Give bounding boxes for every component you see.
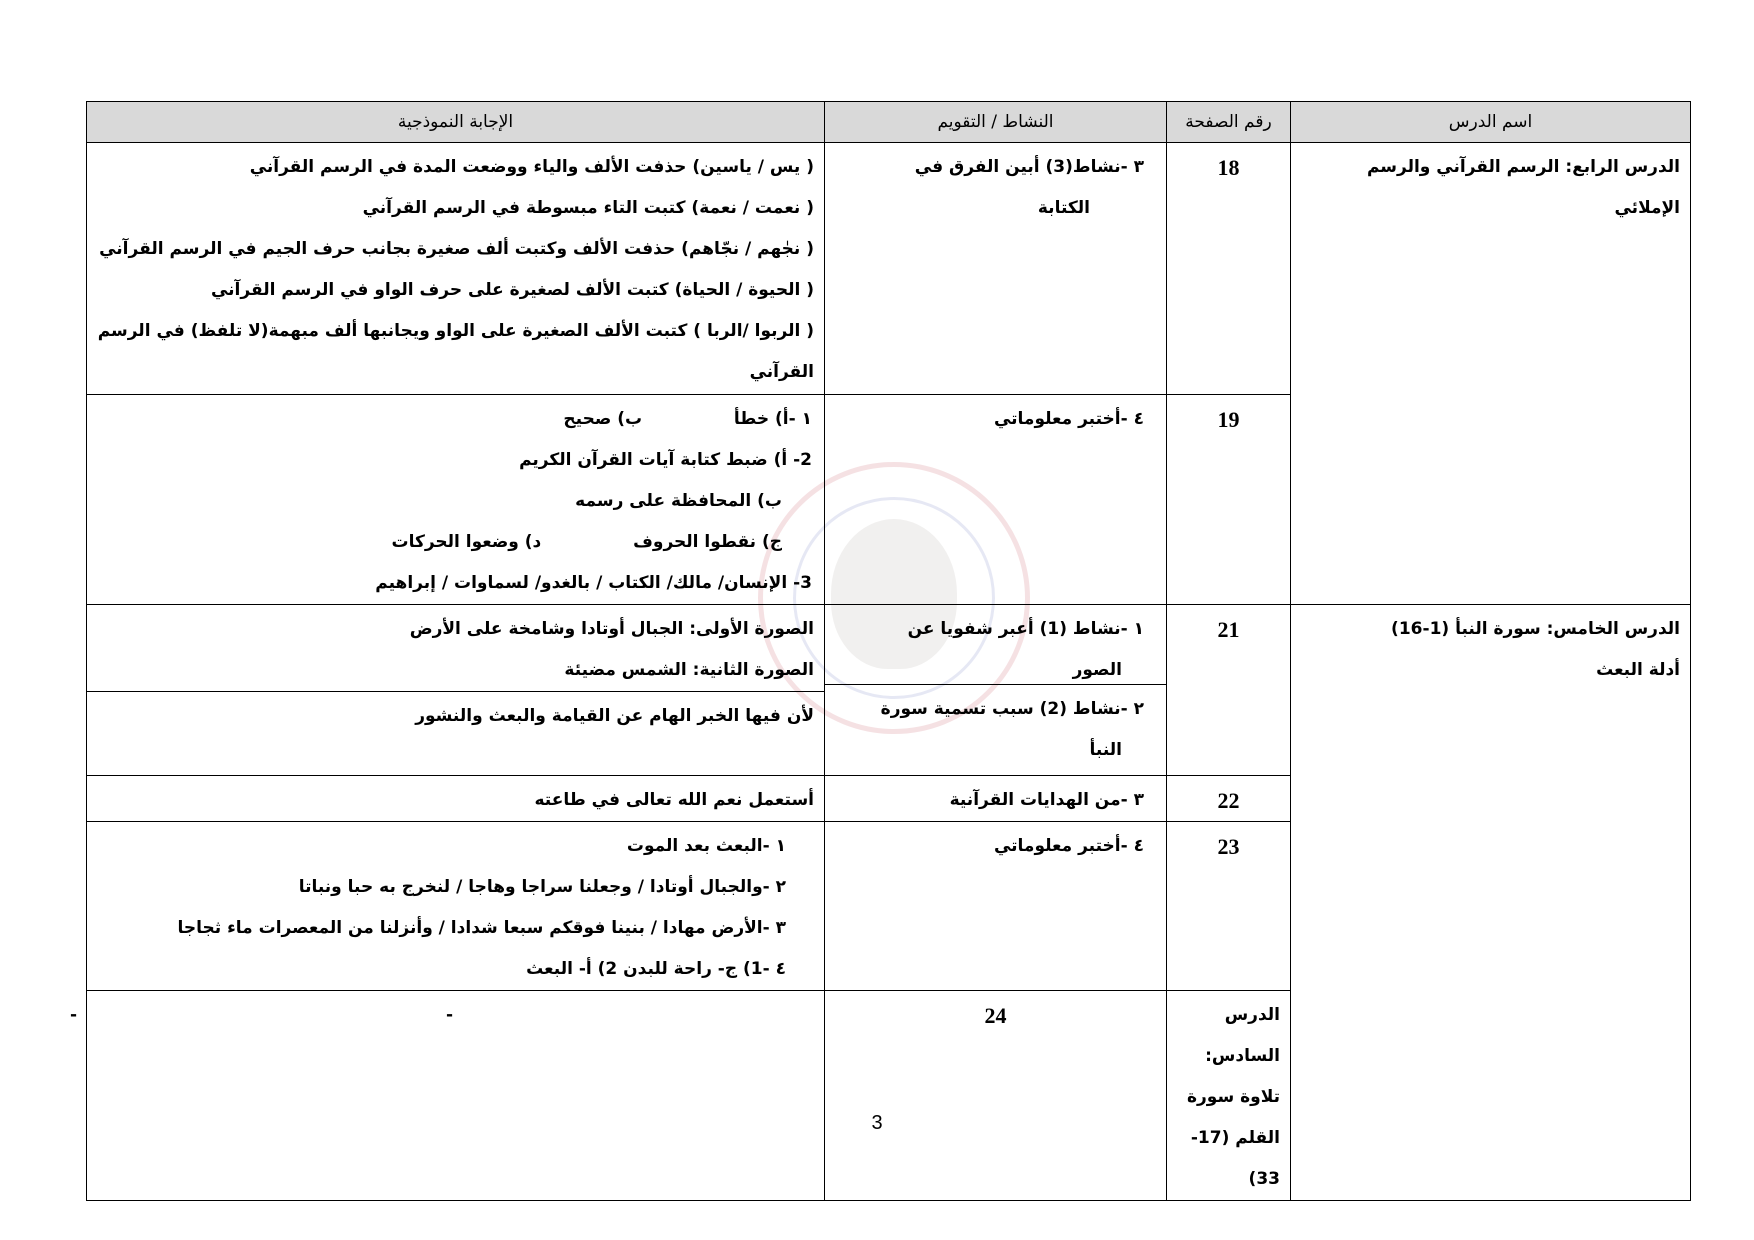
answer-line: 3- الإنسان/ مالك/ الكتاب / بالغدو/ لسماوات / إبراهيم [375, 573, 812, 593]
answer-part: ب) صحيح [563, 409, 643, 429]
page-cell [1167, 605, 1291, 776]
answer-line: - [69, 1005, 77, 1025]
page-number: 18 [1217, 155, 1240, 180]
answer-line: لأن فيها الخبر الهام عن القيامة والبعث والنشور [415, 706, 814, 726]
lesson-title: الدرس الرابع: الرسم القرآني والرسم الإملائي [1366, 157, 1680, 218]
activity-text: الكتابة [1037, 198, 1090, 218]
lesson-title: الدرس السادس: تلاوة سورة القلم (17-33) [1186, 1005, 1280, 1189]
answer-line: ١ -البعث بعد الموت [626, 836, 786, 856]
activity-text: ١ -نشاط (1) أعبر شفويا عن [907, 619, 1144, 639]
answer-cell [87, 692, 825, 776]
answer-line: ( نجٰهم / نجّاهم) حذفت الألف وكتبت ألف صغيرة بجانب حرف الجيم في الرسم القرآني [99, 239, 814, 259]
table-row [87, 143, 1691, 395]
answer-line: الصورة الثانية: الشمس مضيئة [564, 660, 814, 680]
answer-line: ( نعمت / نعمة) كتبت التاء مبسوطة في الرسم القرآني [362, 198, 814, 218]
lesson-cell [1291, 143, 1691, 605]
activity-cell [825, 822, 1167, 991]
answer-cell [87, 776, 825, 822]
answer-cell [87, 143, 825, 395]
answer-line: ٢ -والجبال أوتادا / وجعلنا سراجا وهاجا / لنخرج به حبا ونباتا [298, 877, 786, 897]
answer-line [97, 399, 812, 440]
lesson-subtitle: أدلة البعث [1596, 660, 1680, 680]
activity-cell [825, 143, 1167, 395]
table-header-row [87, 102, 1691, 143]
header-activity: النشاط / التقويم [825, 102, 1167, 143]
activity-text: ٤ -أختبر معلوماتي [993, 836, 1144, 856]
answer-line: ب) المحافظة على رسمه [575, 491, 782, 511]
page-number-footer: 3 [871, 1112, 883, 1134]
answer-line: ( يس / ياسين) حذفت الألف والياء ووضعت المدة في الرسم القرآني [249, 157, 814, 177]
answer-line: 2- أ) ضبط كتابة آيات القرآن الكريم [519, 450, 812, 470]
activity-text: ٤ -أختبر معلوماتي [993, 409, 1144, 429]
header-page-number: رقم الصفحة [1167, 102, 1291, 143]
answer-line: ( الحيوة / الحياة) كتبت الألف لصغيرة على حرف الواو في الرسم القرآني [210, 280, 814, 300]
activity-text: ٢ -نشاط (2) سبب تسمية سورة [880, 699, 1144, 719]
answer-line [97, 522, 812, 563]
answer-cell [87, 822, 825, 991]
page-cell [1167, 822, 1291, 991]
page-cell [1167, 395, 1291, 605]
answer-part: د) وضعوا الحركات [391, 532, 542, 552]
activity-text: الصور [1072, 660, 1122, 680]
answer-part: ١ -أ) خطأ [733, 409, 812, 429]
activity-cell [825, 776, 1167, 822]
header-lesson-name: اسم الدرس [1291, 102, 1691, 143]
lessons-table [69, 101, 1691, 1201]
activity-text: - [445, 1005, 454, 1025]
activity-cell [87, 991, 825, 1201]
page-cell [1167, 776, 1291, 822]
page-cell [825, 991, 1167, 1201]
page-number: 21 [1217, 617, 1240, 642]
header-model-answer: الإجابة النموذجية [87, 102, 825, 143]
answer-cell [87, 605, 825, 692]
page-number: 22 [1217, 788, 1240, 813]
activity-text: ٣ -من الهدايات القرآنية [949, 790, 1144, 810]
page-number: 24 [984, 1003, 1007, 1028]
answer-line: أستعمل نعم الله تعالى في طاعته [534, 790, 814, 810]
activity-cell [825, 605, 1167, 776]
answer-line: ( الربوا /الربا ) كتبت الألف الصغيرة على الواو ويجانبها ألف مبهمة(لا تلفظ) في الرسم القرآني [97, 321, 814, 382]
answer-part: ج) نقطوا الحروف [633, 532, 782, 552]
answer-line: ٤ -1) ج- راحة للبدن 2) أ- البعث [526, 959, 786, 979]
activity-cell [825, 395, 1167, 605]
lesson-title: الدرس الخامس: سورة النبأ (1-16) [1391, 619, 1680, 639]
answer-cell [87, 395, 825, 605]
page-number: 19 [1217, 407, 1240, 432]
page-number: 23 [1217, 834, 1240, 859]
lesson-cell [1167, 991, 1291, 1201]
table-row [87, 605, 1691, 692]
activity-text: ٣ -نشاط(3) أبين الفرق في [914, 157, 1144, 177]
answer-line: ٣ -الأرض مهادا / بنينا فوقكم سبعا شدادا / وأنزلنا من المعصرات ماء ثجاجا [177, 918, 786, 938]
activity-text: النبأ [1089, 740, 1122, 760]
answer-line: الصورة الأولى: الجبال أوتادا وشامخة على الأرض [409, 619, 814, 639]
page-cell [1167, 143, 1291, 395]
